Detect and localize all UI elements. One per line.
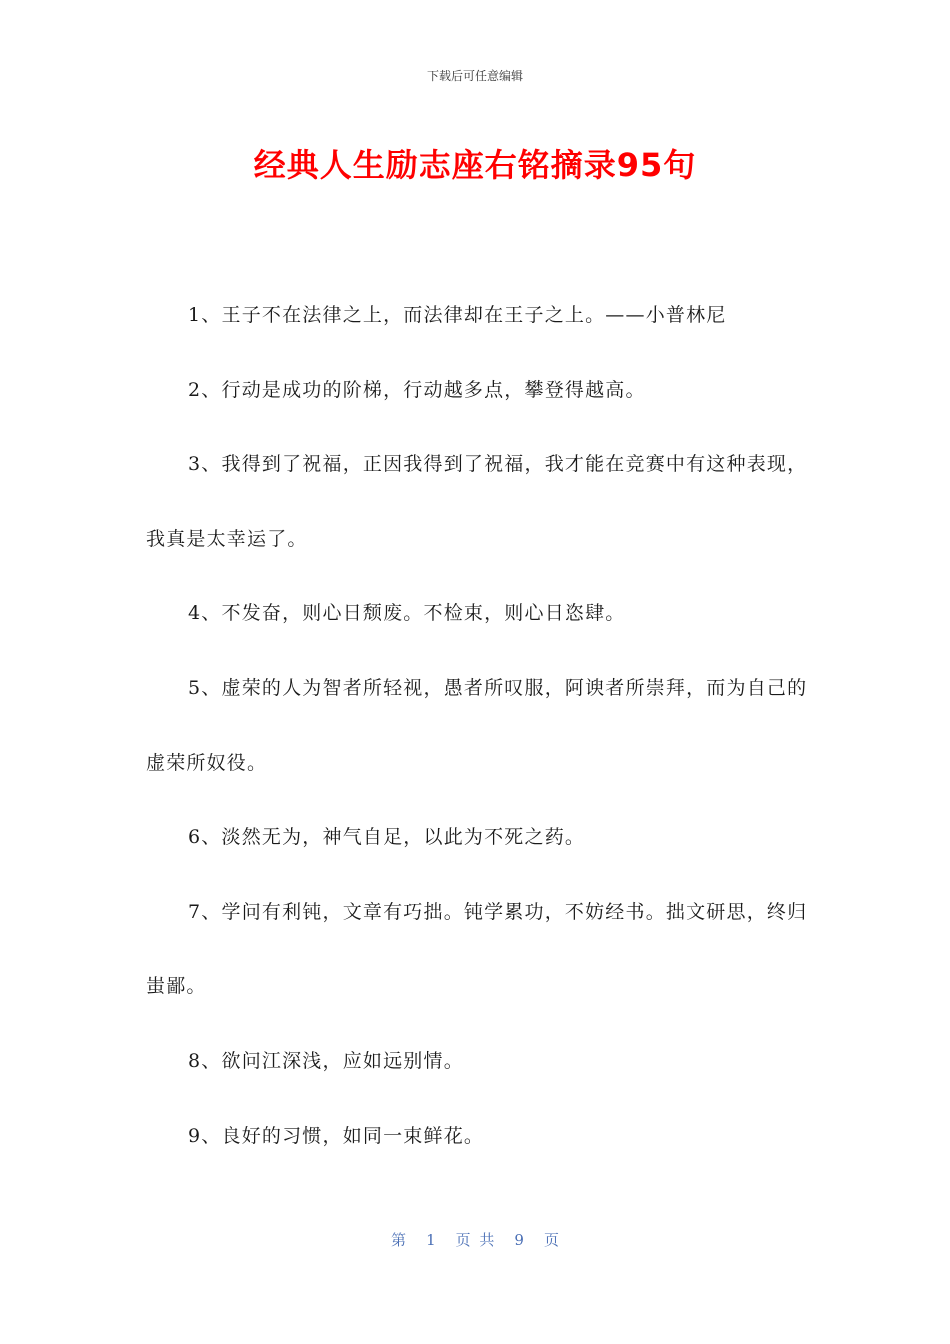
paragraph-6: 6、淡然无为，神气自足，以此为不死之药。 bbox=[188, 826, 586, 849]
footer-label-end: 页 bbox=[543, 1231, 559, 1249]
footer-total-pages: 9 bbox=[514, 1231, 524, 1249]
footer-current-page: 1 bbox=[426, 1231, 436, 1249]
paragraph-2: 2、行动是成功的阶梯，行动越多点，攀登得越高。 bbox=[188, 378, 646, 401]
paragraph-1: 1、王子不在法律之上，而法律却在王子之上。——小普林尼 bbox=[188, 304, 727, 326]
page-footer bbox=[0, 1229, 950, 1250]
header-note: 下载后可任意编辑 bbox=[426, 69, 523, 83]
paragraph-4: 4、不发奋，则心日颓废。不检束，则心日恣肆。 bbox=[188, 602, 626, 625]
paragraph-3: 3、我得到了祝福，正因我得到了祝福，我才能在竞赛中有这种表现，我真是太幸运了。 bbox=[146, 453, 808, 550]
paragraph-7: 7、学问有利钝，文章有巧拙。钝学累功，不妨经书。拙文研思，终归蚩鄙。 bbox=[146, 900, 808, 998]
document-title: 经典人生励志座右铭摘录95句 bbox=[253, 146, 697, 184]
paragraph-8: 8、欲问江深浅，应如远别情。 bbox=[188, 1049, 464, 1072]
paragraph-9: 9、良好的习惯，如同一束鲜花。 bbox=[188, 1124, 485, 1147]
footer-label-page: 第 bbox=[391, 1231, 407, 1249]
document-body bbox=[146, 278, 818, 1173]
footer-label-total: 页 共 bbox=[455, 1231, 495, 1249]
paragraph-5: 5、虚荣的人为智者所轻视，愚者所叹服，阿谀者所崇拜，而为自己的虚荣所奴役。 bbox=[146, 676, 808, 774]
